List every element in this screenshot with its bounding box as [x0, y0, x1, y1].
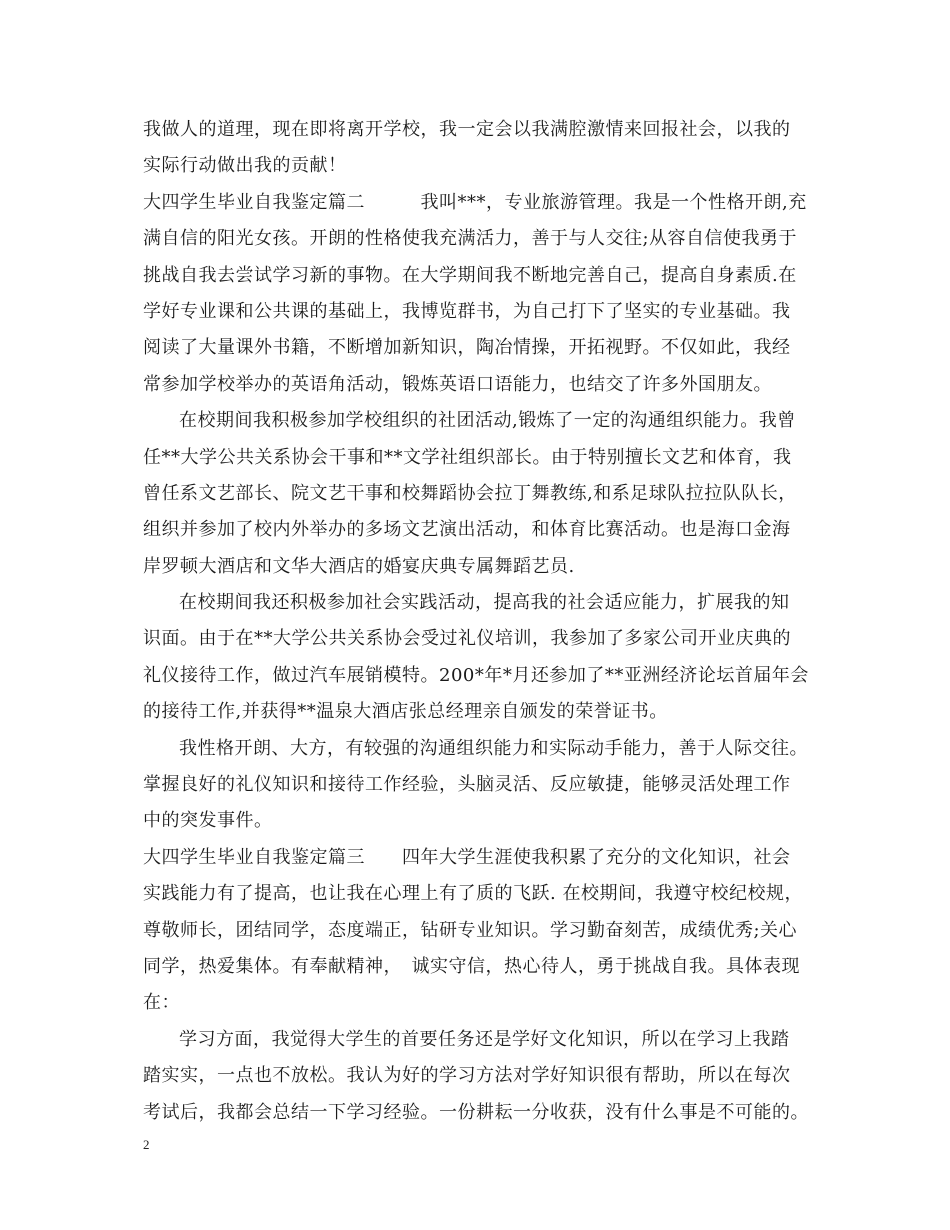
text-line: 同学，热爱集体。有奉献精神， 诚实守信，热心待人，勇于挑战自我。具体表现	[143, 955, 800, 977]
text-line: 岸罗顿大酒店和文华大酒店的婚宴庆典专属舞蹈艺员.	[143, 555, 575, 577]
text-line: 尊敬师长，团结同学，态度端正，钻研专业知识。学习勤奋刻苦，成绩优秀;关心	[143, 919, 798, 941]
text-line: 挑战自我去尝试学习新的事物。在大学期间我不断地完善自己，提高自身素质.在	[143, 264, 797, 286]
text-line: 在校期间我积极参加学校组织的社团活动,锻炼了一定的沟通组织能力。我曾	[179, 410, 796, 432]
text-line: 在校期间我还积极参加社会实践活动，提高我的社会适应能力，扩展我的知	[179, 592, 790, 614]
page-number: 2	[143, 1137, 150, 1152]
text-line: 学好专业课和公共课的基础上，我博览群书，为自己打下了坚实的专业基础。我	[143, 300, 791, 322]
text-line: 常参加学校举办的英语角活动，锻炼英语口语能力，也结交了许多外国朋友。	[143, 373, 772, 395]
text-line: 礼仪接待工作，做过汽车展销模特。200*年*月还参加了**亚洲经济论坛首届年会	[143, 664, 809, 686]
text-line: 的接待工作,并获得**温泉大酒店张总经理亲自颁发的荣誉证书。	[143, 701, 668, 723]
text-line: 组织并参加了校内外举办的多场文艺演出活动，和体育比赛活动。也是海口金海	[143, 519, 791, 541]
text-line: 掌握良好的礼仪知识和接待工作经验，头脑灵活、反应敏捷，能够灵活处理工作	[143, 774, 791, 796]
text-line: 曾任系文艺部长、院文艺干事和校舞蹈协会拉丁舞教练,和系足球队拉拉队队长，	[143, 482, 797, 504]
text-line: 实践能力有了提高，也让我在心理上有了质的飞跃. 在校期间，我遵守校纪校规，	[143, 883, 803, 905]
text-line: 阅读了大量课外书籍，不断增加新知识，陶冶情操，开拓视野。不仅如此，我经	[143, 337, 791, 359]
text-line: 大四学生毕业自我鉴定篇二 我叫***，专业旅游管理。我是一个性格开朗,充	[143, 191, 807, 213]
text-line: 满自信的阳光女孩。开朗的性格使我充满活力，善于与人交往;从容自信使我勇于	[143, 228, 798, 250]
text-line: 实际行动做出我的贡献！	[143, 155, 347, 177]
text-line: 任**大学公共关系协会干事和**文学社组织部长。由于特别擅长文艺和体育，我	[143, 446, 792, 468]
text-line: 学习方面，我觉得大学生的首要任务还是学好文化知识，所以在学习上我踏	[179, 1028, 790, 1050]
text-line: 大四学生毕业自我鉴定篇三 四年大学生涯使我积累了充分的文化知识，社会	[143, 846, 791, 868]
text-line: 我做人的道理，现在即将离开学校，我一定会以我满腔激情来回报社会，以我的	[143, 119, 791, 140]
text-line: 中的突发事件。	[143, 810, 273, 832]
text-line: 我性格开朗、大方，有较强的沟通组织能力和实际动手能力，善于人际交往。	[179, 737, 808, 759]
text-line: 识面。由于在**大学公共关系协会受过礼仪培训，我参加了多家公司开业庆典的	[143, 628, 791, 650]
text-line: 在：	[143, 992, 180, 1014]
text-line: 踏实实，一点也不放松。我认为好的学习方法对学好知识很有帮助，所以在每次	[143, 1065, 791, 1087]
text-line: 考试后，我都会总结一下学习经验。一份耕耘一分收获，没有什么事是不可能的。	[143, 1101, 809, 1123]
document-body	[143, 112, 823, 1131]
